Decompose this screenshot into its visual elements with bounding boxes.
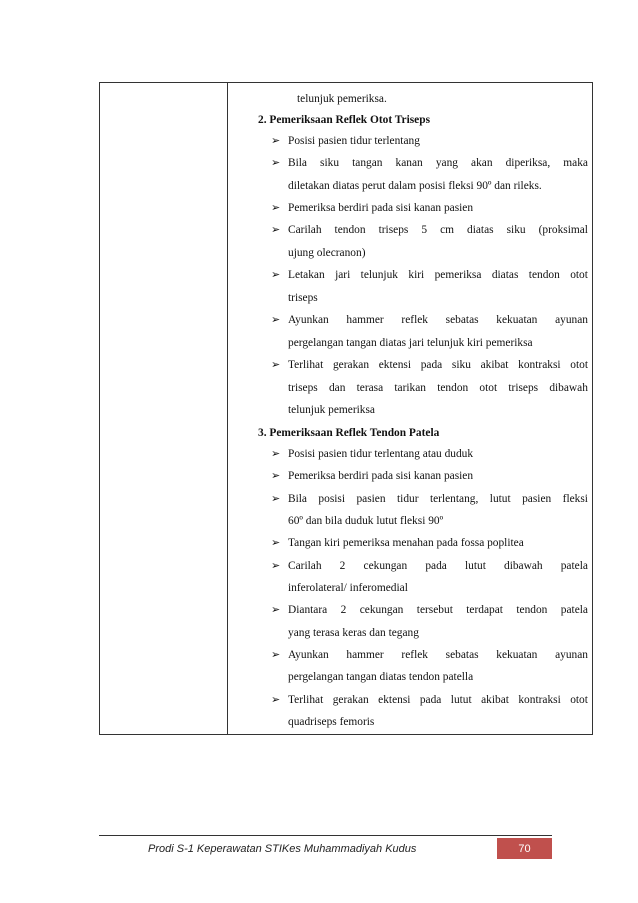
list-item-line: Terlihat gerakan ektensi pada lutut akibat kontraksi otot bbox=[288, 694, 588, 706]
list-item-line: Letakan jari telunjuk kiri pemeriksa diatas tendon otot bbox=[288, 269, 588, 281]
list-item-line: Pemeriksa berdiri pada sisi kanan pasien bbox=[288, 202, 474, 214]
arrow-bullet-icon: ➢ bbox=[271, 649, 281, 661]
list-item-line: Tangan kiri pemeriksa menahan pada fossa poplitea bbox=[288, 537, 524, 549]
arrow-bullet-icon: ➢ bbox=[271, 448, 281, 460]
page-number: 70 bbox=[518, 842, 531, 855]
list-item-line: quadriseps femoris bbox=[288, 716, 375, 728]
list-item-line: triseps bbox=[288, 292, 318, 304]
arrow-bullet-icon: ➢ bbox=[271, 224, 281, 236]
arrow-bullet-icon: ➢ bbox=[271, 694, 281, 706]
list-item-line: ujung olecranon) bbox=[288, 247, 366, 259]
list-item-line: telunjuk pemeriksa bbox=[288, 404, 375, 416]
list-item-line: 60º dan bila duduk lutut fleksi 90º bbox=[288, 515, 444, 527]
arrow-bullet-icon: ➢ bbox=[271, 269, 281, 281]
list-item-line: inferolateral/ inferomedial bbox=[288, 582, 408, 594]
list-item-line: pergelangan tangan diatas jari telunjuk kiri pemeriksa bbox=[288, 337, 533, 349]
arrow-bullet-icon: ➢ bbox=[271, 314, 281, 326]
footer-text: Prodi S-1 Keperawatan STIKes Muhammadiyah Kudus bbox=[148, 843, 417, 855]
list-item-line: Ayunkan hammer reflek sebatas kekuatan ayunan bbox=[288, 314, 588, 326]
list-item-line: Ayunkan hammer reflek sebatas kekuatan ayunan bbox=[288, 649, 588, 661]
section-heading: 3. Pemeriksaan Reflek Tendon Patela bbox=[258, 427, 440, 439]
arrow-bullet-icon: ➢ bbox=[271, 202, 281, 214]
content-table bbox=[99, 82, 593, 735]
list-item-line: pergelangan tangan diatas tendon patella bbox=[288, 671, 474, 683]
list-item-line: diletakan diatas perut dalam posisi fleksi 90º dan rileks. bbox=[288, 180, 542, 192]
list-item-line: Posisi pasien tidur terlentang bbox=[288, 135, 420, 147]
list-item-line: Terlihat gerakan ektensi pada siku akibat kontraksi otot bbox=[288, 359, 588, 371]
arrow-bullet-icon: ➢ bbox=[271, 604, 281, 616]
list-item-line: yang terasa keras dan tegang bbox=[288, 627, 419, 639]
arrow-bullet-icon: ➢ bbox=[271, 359, 281, 371]
arrow-bullet-icon: ➢ bbox=[271, 560, 281, 572]
arrow-bullet-icon: ➢ bbox=[271, 135, 281, 147]
page-number-badge bbox=[497, 838, 552, 859]
continuation-text: telunjuk pemeriksa. bbox=[297, 93, 387, 105]
list-item-line: Pemeriksa berdiri pada sisi kanan pasien bbox=[288, 470, 474, 482]
list-item-line: Diantara 2 cekungan tersebut terdapat tendon patela bbox=[288, 604, 588, 616]
arrow-bullet-icon: ➢ bbox=[271, 470, 281, 482]
list-item-line: Bila siku tangan kanan yang akan diperiksa, maka bbox=[288, 157, 588, 169]
arrow-bullet-icon: ➢ bbox=[271, 537, 281, 549]
arrow-bullet-icon: ➢ bbox=[271, 493, 281, 505]
column-divider bbox=[227, 83, 228, 734]
arrow-bullet-icon: ➢ bbox=[271, 157, 281, 169]
list-item-line: triseps dan terasa tarikan tendon otot triseps dibawah bbox=[288, 382, 588, 394]
list-item-line: Carilah 2 cekungan pada lutut dibawah patela bbox=[288, 560, 588, 572]
section-heading: 2. Pemeriksaan Reflek Otot Triseps bbox=[258, 114, 430, 126]
list-item-line: Posisi pasien tidur terlentang atau duduk bbox=[288, 448, 474, 460]
list-item-line: Bila posisi pasien tidur terlentang, lutut pasien fleksi bbox=[288, 493, 588, 505]
list-item-line: Carilah tendon triseps 5 cm diatas siku (proksimal bbox=[288, 224, 588, 236]
footer-divider bbox=[99, 835, 552, 836]
